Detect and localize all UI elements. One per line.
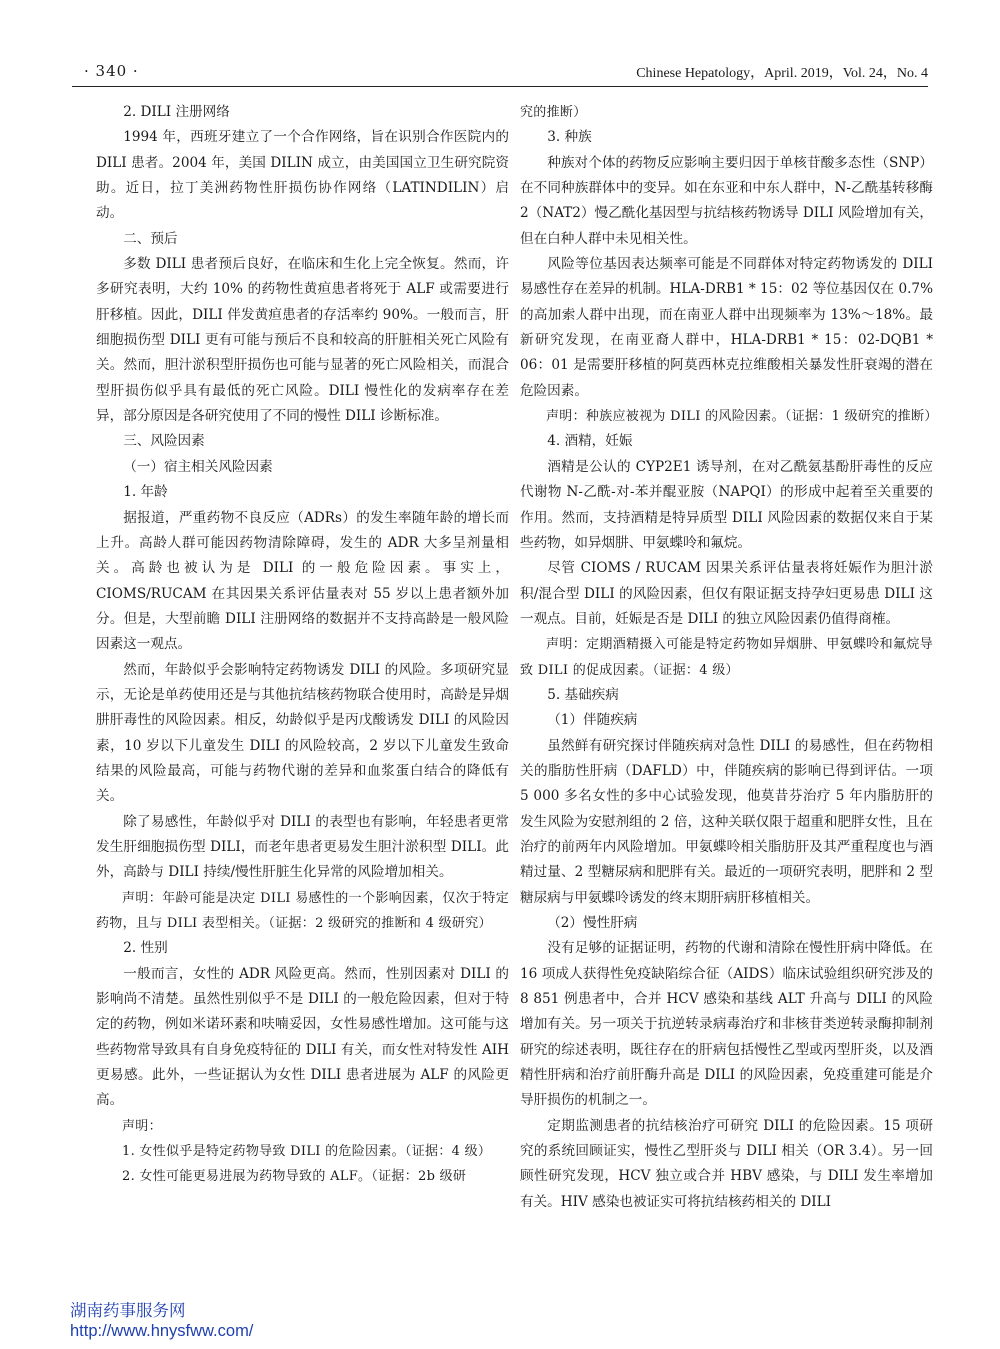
body-paragraph: 尽管 CIOMS / RUCAM 因果关系评估量表将妊娠作为胆汁淤积/混合型 DILI 的风险因素，但仅有限证据支持孕妇更易患 DILI 这一观点。目前，妊娠是否是 DILI 的独立风险因素仍值得商榷。 (520, 560, 933, 627)
body-paragraph: 除了易感性，年龄似乎对 DILI 的表型也有影响，年轻患者更常发生肝细胞损伤型 DILI，而老年患者更易发生胆汁淤积型 DILI。此外，高龄与 DILI 持续/慢性肝脏生化异常的风险增加相关。 (96, 813, 509, 881)
section-heading: 5. 基础疾病 (547, 686, 619, 703)
footer-site-name: 湖南药事服务网 (70, 1302, 186, 1320)
statement-paragraph: 声明： (122, 1118, 162, 1134)
statement-continuation: 究的推断） (520, 105, 587, 120)
section-heading: （1）伴随疾病 (547, 712, 638, 729)
statement-paragraph: 声明：定期酒精摄入可能是特定药物如异烟肼、甲氨蝶呤和氟烷导致 DILI 的促成因素。（证据：4 级） (520, 637, 933, 678)
statement-paragraph: 声明：年龄可能是决定 DILI 易感性的一个影响因素，仅次于特定药物，且与 DILI 表型相关。（证据：2 级研究的推断和 4 级研究） (96, 890, 509, 931)
body-paragraph: 风险等位基因表达频率可能是不同群体对特定药物诱发的 DILI 易感性存在差异的机制。HLA-DRB1 * 15：02 等位基因仅在 0.7% 的高加索人群中出现，而在南亚人群中出现频率为 13%～18%。最新研究发现，在南亚裔人群中，HLA-DRB1 * 15：02-DQB1 * 06：01 是需要肝移植的阿莫西林克拉维酸相关暴发性肝衰竭的潜在危险因素。 (520, 256, 933, 399)
body-paragraph: 定期监测患者的抗结核治疗可研究 DILI 的危险因素。15 项研究的系统回顾证实，慢性乙型肝炎与 DILI 相关（OR 3.4）。另一回顾性研究发现，HCV 独立或合并 HBV 感染，与 DILI 发生率增加有关。HIV 感染也被证实可将抗结核药相关的 DILI (520, 1117, 933, 1210)
journal-citation: Chinese Hepatology，April. 2019，Vol. 24，No. 4 (636, 66, 928, 81)
statement-paragraph: 声明：种族应被视为 DILI 的风险因素。（证据：1 级研究的推断） (546, 409, 938, 425)
footer-site-link[interactable]: http://www.hnysfww.com/ (70, 1322, 254, 1340)
statement-paragraph: 1. 女性似乎是特定药物导致 DILI 的危险因素。（证据：4 级） (122, 1144, 492, 1160)
body-paragraph: 据报道，严重药物不良反应（ADRs）的发生率随年龄的增长而上升。高龄人群可能因药物清除障碍，发生的 ADR 大多呈剂量相关。高龄也被认为是 DILI 的一般危险因素。事实上，CIOMS/RUCAM 在其因果关系评估量表对 55 岁以上患者额外加分。但是，大型前瞻 DILI 注册网络的数据并不支持高龄是一般风险因素这一观点。 (96, 509, 509, 653)
left-column (96, 100, 509, 1190)
section-heading: 二、预后 (123, 230, 178, 247)
page-number: · 340 · (84, 62, 139, 80)
section-heading: 1. 年龄 (123, 484, 168, 501)
body-paragraph: 虽然鲜有研究探讨伴随疾病对急性 DILI 的易感性，但在药物相关的脂肪性肝病（DAFLD）中，伴随疾病的影响已得到评估。一项 5 000 多名女性的多中心试验发现，他莫昔芬治疗 5 年内脂肪肝的发生风险为安慰剂组的 2 倍，这种关联仅限于超重和肥胖女性，且在治疗的前两年内风险增加。甲氨蝶呤相关脂肪肝及其严重程度也与酒精过量、2 型糖尿病和肥胖有关。最近的一项研究表明，肥胖和 2 型糖尿病与甲氨蝶呤诱发的终末期肝病肝移植相关。 (520, 737, 933, 906)
body-paragraph: 然而，年龄似乎会影响特定药物诱发 DILI 的风险。多项研究显示，无论是单药使用还是与其他抗结核药物联合使用时，高龄是异烟肼肝毒性的风险因素。相反，幼龄似乎是丙戊酸诱发 DILI 的风险因素，10 岁以下儿童发生 DILI 的风险较高，2 岁以下儿童发生致命结果的风险最高，可能与药物代谢的差异和血浆蛋白结合的降低有关。 (96, 661, 509, 805)
section-heading: （一）宿主相关风险因素 (123, 458, 273, 475)
running-header (72, 58, 928, 87)
body-paragraph: 多数 DILI 患者预后良好，在临床和生化上完全恢复。然而，许多研究表明，大约 10% 的药物性黄疸患者将死于 ALF 或需要进行肝移植。因此，DILI 伴发黄疸患者的存活率约 90%。一般而言，肝细胞损伤型 DILI 更有可能与预后不良和较高的肝脏相关死亡风险有关。然而，胆汁淤积型肝损伤也可能与显著的死亡风险相关，而混合型肝损伤似乎具有最低的死亡风险。DILI 慢性化的发病率存在差异，部分原因是各研究使用了不同的慢性 DILI 诊断标准。 (96, 256, 509, 425)
body-paragraph: 一般而言，女性的 ADR 风险更高。然而，性别因素对 DILI 的影响尚不清楚。虽然性别似乎不是 DILI 的一般危险因素，但对于特定的药物，例如米诺环素和呋喃妥因，女性易感性增加。这可能与这些药物常导致具有自身免疫特征的 DILI 有关，而女性对特发性 AIH 更易感。此外，一些证据认为女性 DILI 患者进展为 ALF 的风险更高。 (96, 965, 509, 1109)
section-heading: 4. 酒精，妊娠 (547, 433, 633, 450)
body-paragraph: 1994 年，西班牙建立了一个合作网络，旨在识别合作医院内的 DILI 患者。2004 年，美国 DILIN 成立，由美国国立卫生研究院资助。近日，拉丁美洲药物性肝损伤协作网络（LATINDILIN）启动。 (96, 129, 509, 222)
section-heading: 2. DILI 注册网络 (123, 104, 230, 120)
section-heading: （2）慢性肝病 (547, 915, 638, 931)
section-heading: 三、风险因素 (123, 433, 205, 450)
body-paragraph: 没有足够的证据证明，药物的代谢和清除在慢性肝病中降低。在 16 项成人获得性免疫缺陷综合征（AIDS）临床试验组织研究涉及的 8 851 例患者中，合并 HCV 感染和基线 ALT 升高与 DILI 的风险增加有关。另一项关于抗逆转录病毒治疗和非核苷类逆转录酶抑制剂研究的综述表明，既往存在的肝病包括慢性乙型或丙型肝炎，以及酒精性肝病和治疗前肝酶升高是 DILI 的风险因素，免疫重建可能是介导肝损伤的机制之一。 (520, 940, 933, 1109)
body-paragraph: 种族对个体的药物反应影响主要归因于单核苷酸多态性（SNP）在不同种族群体中的变异。如在东亚和中东人群中，N-乙酰基转移酶 2（NAT2）慢乙酰化基因型与抗结核药物诱导 DILI 风险增加有关，但在白种人群中未见相关性。 (520, 154, 933, 247)
footer-watermark (70, 1301, 253, 1341)
section-heading: 3. 种族 (547, 129, 592, 146)
body-paragraph: 酒精是公认的 CYP2E1 诱导剂，在对乙酰氨基酚肝毒性的反应代谢物 N-乙酰-对-苯并醌亚胺（NAPQI）的形成中起着至关重要的作用。然而，支持酒精是特异质型 DILI 风险因素的数据仅来自于某些药物，如异烟肼、甲氨蝶呤和氟烷。 (520, 458, 933, 551)
statement-paragraph: 2. 女性可能更易进展为药物导致的 ALF。（证据：2b 级研 (122, 1169, 467, 1185)
right-column (520, 100, 938, 1215)
section-heading: 2. 性别 (123, 940, 168, 957)
